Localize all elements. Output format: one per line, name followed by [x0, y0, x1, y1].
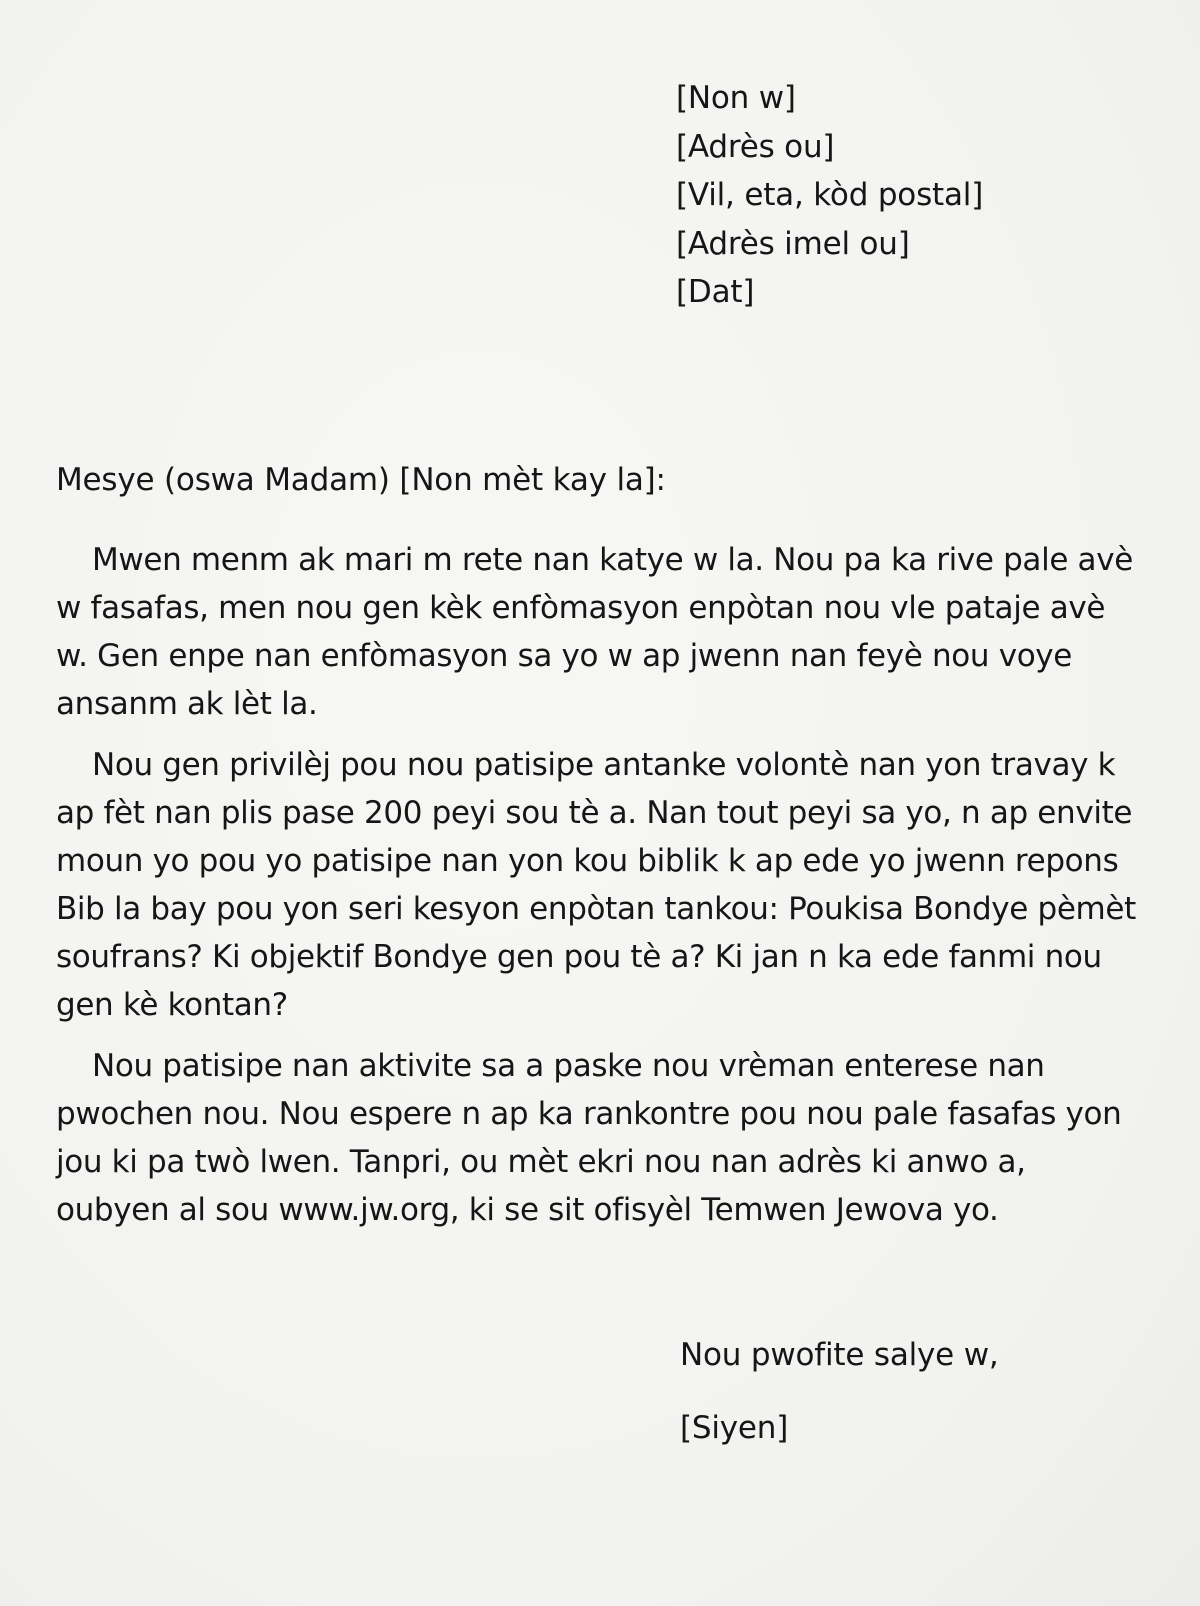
sender-block	[676, 74, 983, 317]
body-paragraph: Nou patisipe nan aktivite sa a paske nou vrèman enterese nan pwochen nou. Nou espere n ap ka rankontre pou nou pale fasafas yon jou ki pa twò lwen. Tanpri, ou mèt ekri nou nan adrès ki anwo a, oubyen al sou www.jw.org, ki se sit ofisyèl Temwen Jewova yo.	[56, 1048, 1122, 1228]
sender-name: [Non w]	[676, 80, 796, 116]
body-paragraph: Mwen menm ak mari m rete nan katye w la. Nou pa ka rive pale avè w fasafas, men nou gen kèk enfòmasyon enpòtan nou vle pataje avè w. Gen enpe nan enfòmasyon sa yo w ap jwenn nan feyè nou voye ansanm ak lèt la.	[56, 542, 1133, 722]
letter-body	[56, 536, 1136, 1247]
sender-address: [Adrès ou]	[676, 128, 835, 165]
body-paragraph: Nou gen privilèj pou nou patisipe antanke volontè nan yon travay k ap fèt nan plis pase 200 peyi sou tè a. Nan tout peyi sa yo, n ap envite moun yo pou yo patisipe nan yon kou biblik k ap ede yo jwenn repons Bib la bay pou yon seri kesyon enpòtan tankou: Poukisa Bondye pèmèt soufrans? Ki objektif Bondye gen pou tè a? Ki jan n ka ede fanmi nou gen kè kontan?	[56, 747, 1136, 1023]
sender-email: [Adrès imel ou]	[676, 225, 910, 262]
letter-date: [Dat]	[676, 274, 755, 310]
signature-placeholder: [Siyen]	[680, 1410, 789, 1446]
salutation: Mesye (oswa Madam) [Non mèt kay la]:	[56, 462, 666, 498]
closing: Nou pwofite salye w,	[680, 1337, 999, 1373]
sender-city-state-zip: [Vil, eta, kòd postal]	[676, 177, 984, 213]
